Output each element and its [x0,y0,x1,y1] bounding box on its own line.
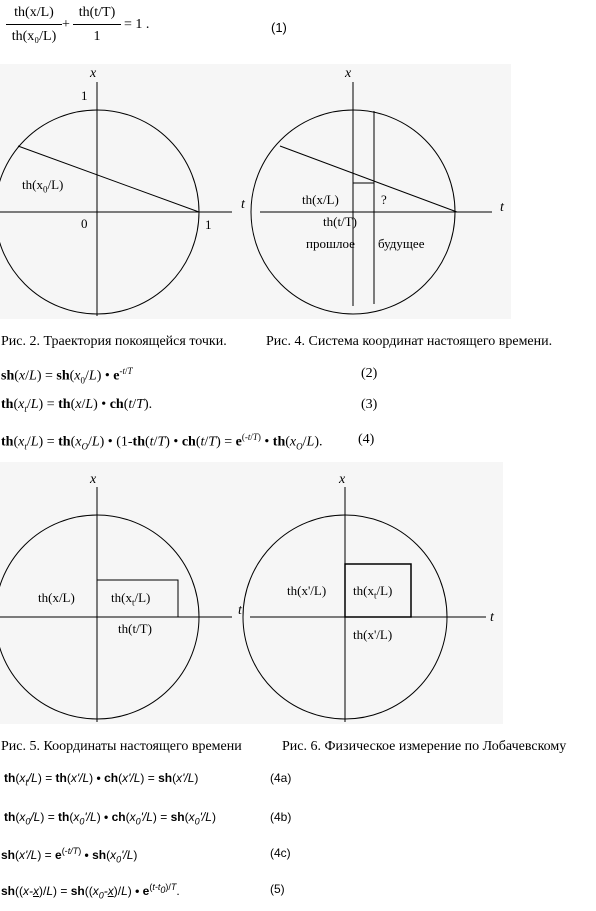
fig2-tick-top: 1 [81,88,88,103]
fig4-box [353,183,374,212]
fig4-label-question: ? [381,192,387,207]
fig2-axis-t-label: t [241,197,245,212]
fig4-label-thx: th(x/L) [302,192,339,207]
eq1-frac2-numerator: th(t/T) [78,5,116,20]
eq1-frac2-bar [73,24,121,25]
fig2-caption: Рис. 2. Траектория покоящейся точки. [1,334,227,349]
eq1-frac1-denominator: th(x₀/L) [11,29,57,44]
fig5-label-thxt: $th(x_t/L)$ [111,590,151,608]
fig6-caption: Рис. 6. Физическое измерение по Лобачевскому [282,739,567,754]
fig2-label-thx0: $th(x_0/L)$ [22,177,64,195]
fig2-origin: 0 [81,216,88,231]
fig2-axis-x-label: x [90,66,97,81]
eq4b-number: (4b) [270,810,292,824]
fig4-axis-x-label: x [345,66,352,81]
eq5-number: (5) [270,882,285,896]
eq4c-number: (4c) [270,846,291,860]
eq1-frac2-denominator: 1 [93,29,101,44]
fig5-axis-t-label: t [238,603,242,618]
fig5-axis-x-label: x [90,472,97,487]
eq3-number: (3) [361,397,378,412]
eq1-rhs: = 1 . [124,17,150,32]
equation-3: $th(x_t/L) = th(x/L)$ • ch(t/T). [1,397,153,414]
eq1-plus: + [62,17,70,32]
eq2-number: (2) [361,366,378,381]
fig6-axis-t-label: t [490,610,494,625]
fig6-label-below: th(x'/L) [353,627,393,642]
equation-4b: $th(x_0/L) = th(x_0'/L)$ • $ch(x_0'/L) = sh(x_0'/L)$ [4,810,216,827]
fig4-label-future: будущее [378,236,425,251]
fig6-axis-x-label: x [339,472,346,487]
fig4-axis-t-label: t [500,200,504,215]
fig2-tick-right: 1 [205,217,212,232]
fig4-label-past: прошлое [306,236,355,251]
equation-5: $sh((x-x)/L) = sh((x_0-x)/L)$ • $e^{(t-t_0)/T}$. [1,882,180,901]
eq4a-number: (4a) [270,771,292,785]
fig6-label-box: $th(x_t/L)$ [353,583,393,601]
fig5-caption: Рис. 5. Координаты настоящего времени [1,739,242,754]
eq1-number: (1) [271,20,287,35]
fig5-label-thx: th(x/L) [38,590,75,605]
equation-2: $sh(x/L) = sh(x_0/L)$ • $e^{-t/T}$ [1,366,133,386]
eq1-frac1-bar [6,24,62,25]
fig5-label-tht: th(t/T) [118,621,152,636]
fig4-label-tht: th(t/T) [323,214,357,229]
fig4-caption: Рис. 4. Система координат настоящего времени. [266,334,553,349]
equation-4c: $sh(x'/L) = e^{(-t/T)}$ • $sh(x_0'/L)$ [1,846,138,865]
eq1-frac1-numerator: th(x/L) [14,5,54,20]
equation-4a: $th(x_t/L) = th(x'/L)$ • ch(x'/L) = sh(x'/L) [4,771,199,788]
eq4-number: (4) [358,432,375,447]
fig6-label-left: th(x'/L) [287,583,327,598]
equation-4: $th(x_t/L) = th(x_O/L)$ • (1-th(t/T) • $ch(t/T) = e^{(-t/T)}$ • $th(x_O/L)$. [1,432,323,452]
